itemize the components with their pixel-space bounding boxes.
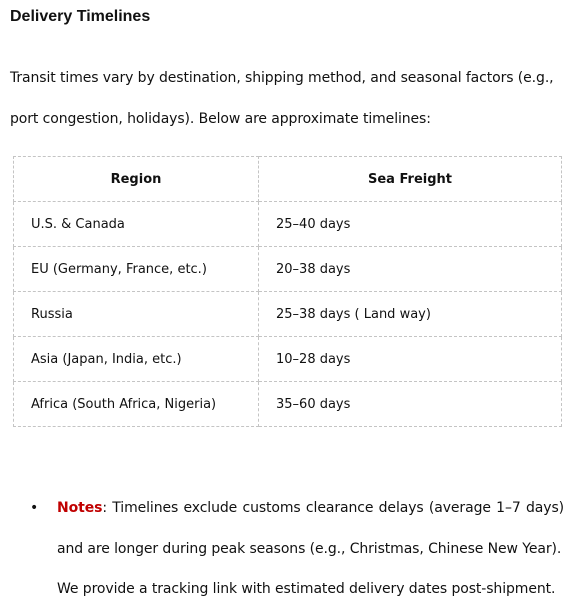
- region-cell: U.S. & Canada: [14, 202, 259, 247]
- region-cell: EU (Germany, France, etc.): [14, 247, 259, 292]
- intro-text-line-2: port congestion, holidays). Below are approximate timelines:: [10, 111, 431, 127]
- region-cell: Africa (South Africa, Nigeria): [14, 382, 259, 427]
- sea-freight-cell: 25–38 days ( Land way): [259, 292, 562, 337]
- intro-text-line-1: Transit times vary by destination, shipping method, and seasonal factors (e.g.,: [10, 70, 554, 86]
- column-header-region: Region: [14, 157, 259, 202]
- table-row: [14, 202, 562, 247]
- table-row: [14, 292, 562, 337]
- sea-freight-cell: 20–38 days: [259, 247, 562, 292]
- bullet-icon: •: [30, 500, 39, 516]
- sea-freight-cell: 35–60 days: [259, 382, 562, 427]
- notes-line-2: and are longer during peak seasons (e.g., Christmas, Chinese New Year).: [57, 541, 562, 557]
- table-row: [14, 337, 562, 382]
- region-cell: Asia (Japan, India, etc.): [14, 337, 259, 382]
- notes-label: Notes: [57, 500, 103, 516]
- page-title: Delivery Timelines: [10, 8, 151, 25]
- notes-line-1: [57, 498, 564, 518]
- notes-text-1: : Timelines exclude customs clearance delays (average 1–7 days): [102, 500, 564, 516]
- notes-line-3: We provide a tracking link with estimated delivery dates post-shipment.: [57, 581, 556, 597]
- table-header-row: [14, 157, 562, 202]
- table-row: [14, 382, 562, 427]
- sea-freight-cell: 25–40 days: [259, 202, 562, 247]
- region-cell: Russia: [14, 292, 259, 337]
- table-row: [14, 247, 562, 292]
- column-header-sea-freight: Sea Freight: [259, 157, 562, 202]
- sea-freight-cell: 10–28 days: [259, 337, 562, 382]
- delivery-timeline-table: [13, 156, 562, 427]
